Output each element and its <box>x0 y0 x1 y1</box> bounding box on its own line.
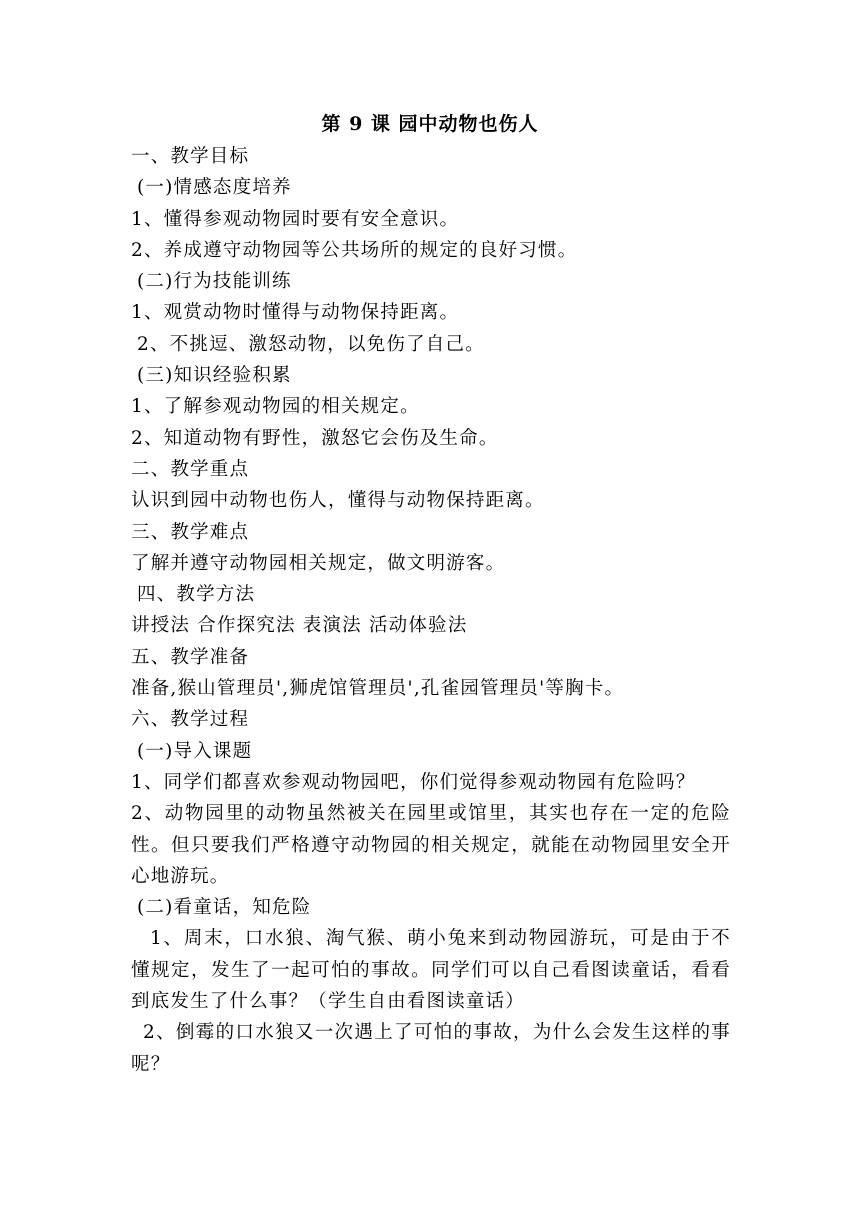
paragraph: 2、知道动物有野性，激怒它会伤及生命。 <box>131 427 499 449</box>
paragraph: 了解并遵守动物园相关规定，做文明游客。 <box>131 552 506 574</box>
paragraph: 1、周末，口水狼、淘气猴、萌小兔来到动物园游玩，可是由于不懂规定，发生了一起可怕的事故。同学们可以自己看图读童话，看看到底发生了什么事？（学生自由看图读童话） <box>131 928 731 1013</box>
section-heading-difficulties: 三、教学难点 <box>131 521 250 543</box>
subsection-heading: (三)知识经验积累 <box>137 365 292 387</box>
paragraph: 2、不挑逗、激怒动物，以免伤了自己。 <box>137 333 485 355</box>
paragraph: 1、观赏动物时懂得与动物保持距离。 <box>131 302 460 324</box>
section-heading-process: 六、教学过程 <box>131 709 250 731</box>
section-heading-objectives: 一、教学目标 <box>131 146 250 167</box>
subsection-heading: (一)导入课题 <box>137 740 253 762</box>
subsection-heading: (二)看童话，知危险 <box>137 897 312 919</box>
document-body <box>131 141 731 1080</box>
paragraph: 讲授法 合作探究法 表演法 活动体验法 <box>131 615 468 637</box>
subsection-heading: (二)行为技能训练 <box>137 271 292 293</box>
section-heading-key-points: 二、教学重点 <box>131 458 250 480</box>
paragraph: 1、同学们都喜欢参观动物园吧，你们觉得参观动物园有危险吗？ <box>131 771 696 793</box>
section-heading-preparation: 五、教学准备 <box>131 646 250 668</box>
paragraph: 1、了解参观动物园的相关规定。 <box>131 396 420 418</box>
paragraph: 2、动物园里的动物虽然被关在园里或馆里，其实也存在一定的危险性。但只要我们严格遵守动物园的相关规定，就能在动物园里安全开心地游玩。 <box>131 803 731 887</box>
paragraph: 2、倒霉的口水狼又一次遇上了可怕的事故，为什么会发生这样的事呢？ <box>131 1022 731 1075</box>
paragraph: 1、懂得参观动物园时要有安全意识。 <box>131 208 460 230</box>
subsection-heading: (一)情感态度培养 <box>137 177 292 199</box>
section-heading-methods: 四、教学方法 <box>137 584 256 606</box>
paragraph: 认识到园中动物也伤人，懂得与动物保持距离。 <box>131 490 545 512</box>
paragraph: 2、养成遵守动物园等公共场所的规定的良好习惯。 <box>131 239 578 261</box>
lesson-title: 第 9 课 园中动物也伤人 <box>321 113 539 135</box>
paragraph: 准备,猴山管理员',狮虎馆管理员',孔雀园管理员'等胸卡。 <box>131 678 625 700</box>
